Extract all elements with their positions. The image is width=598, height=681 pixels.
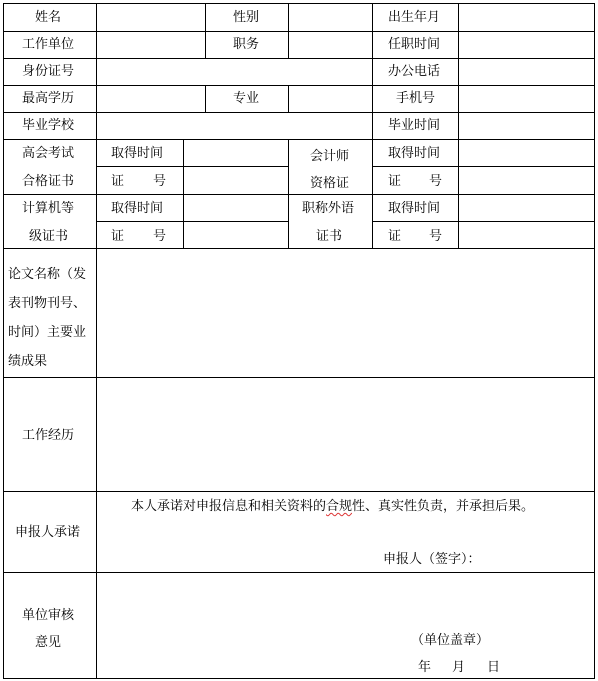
accountant-cert-time-label: 取得时间 xyxy=(388,146,441,161)
work-experience-field[interactable] xyxy=(97,378,594,491)
foreign-lang-cert-number-field[interactable] xyxy=(459,222,594,248)
date-day-label: 日 xyxy=(487,660,501,675)
senior-exam-time-field[interactable] xyxy=(184,140,288,166)
name-field[interactable] xyxy=(97,4,205,31)
graduate-time-label: 毕业时间 xyxy=(388,118,441,133)
pledge-text-marked: 合规 xyxy=(326,499,353,514)
birth-date-field[interactable] xyxy=(459,4,594,31)
applicant-signature-field[interactable] xyxy=(490,545,590,569)
review-label-line2: 意见 xyxy=(35,635,62,650)
foreign-lang-cert-number-label-b: 号 xyxy=(429,229,443,244)
graduate-time-field[interactable] xyxy=(459,113,594,139)
accountant-cert-time-field[interactable] xyxy=(459,140,594,166)
review-opinion-field[interactable] xyxy=(97,573,594,678)
education-field[interactable] xyxy=(97,86,205,112)
applicant-signature-label: 申报人（签字）： xyxy=(383,552,481,567)
senior-exam-label-line1: 高会考试 xyxy=(22,146,75,161)
computer-cert-number-field[interactable] xyxy=(184,222,288,248)
computer-cert-time-field[interactable] xyxy=(184,195,288,221)
accountant-cert-label-line2: 资格证 xyxy=(310,176,350,191)
unit-seal-label: （单位盖章） xyxy=(411,633,490,648)
office-phone-label: 办公电话 xyxy=(388,64,441,79)
review-label-line1: 单位审核 xyxy=(22,608,75,623)
major-field[interactable] xyxy=(289,86,372,112)
computer-cert-time-label: 取得时间 xyxy=(111,201,164,216)
name-label: 姓名 xyxy=(35,10,62,25)
mobile-label: 手机号 xyxy=(396,91,436,106)
foreign-lang-cert-number-label-a: 证 xyxy=(388,229,402,244)
major-label: 专业 xyxy=(233,91,260,106)
senior-exam-time-label: 取得时间 xyxy=(111,146,164,161)
accountant-cert-number-label-a: 证 xyxy=(388,174,402,189)
papers-label: 论文名称（发表刊物刊号、时间）主要业绩成果 xyxy=(8,267,87,369)
foreign-lang-cert-label-line2: 证书 xyxy=(316,229,343,244)
computer-cert-number-label-a: 证 xyxy=(111,229,125,244)
foreign-lang-cert-time-label: 取得时间 xyxy=(388,201,441,216)
education-label: 最高学历 xyxy=(22,91,75,106)
school-label: 毕业学校 xyxy=(22,118,75,133)
date-year-label: 年 xyxy=(418,660,432,675)
appointed-time-label: 任职时间 xyxy=(388,37,441,52)
gender-field[interactable] xyxy=(289,4,372,31)
school-field[interactable] xyxy=(97,113,372,139)
office-phone-field[interactable] xyxy=(459,59,594,85)
senior-exam-number-field[interactable] xyxy=(184,167,288,194)
computer-cert-number-label-b: 号 xyxy=(153,229,167,244)
pledge-label: 申报人承诺 xyxy=(15,525,81,540)
senior-exam-number-label-a: 证 xyxy=(111,174,125,189)
foreign-lang-cert-label-line1: 职称外语 xyxy=(302,201,355,216)
birth-date-label: 出生年月 xyxy=(388,10,441,25)
gender-label: 性别 xyxy=(233,10,260,25)
papers-field[interactable] xyxy=(97,249,594,377)
accountant-cert-label-line1: 会计师 xyxy=(310,149,350,164)
date-month-label: 月 xyxy=(452,660,466,675)
post-field[interactable] xyxy=(289,32,372,58)
id-number-field[interactable] xyxy=(97,59,372,85)
employer-field[interactable] xyxy=(97,32,205,58)
computer-cert-label-line2: 级证书 xyxy=(29,229,69,244)
id-number-label: 身份证号 xyxy=(22,64,75,79)
computer-cert-label-line1: 计算机等 xyxy=(22,201,75,216)
post-label: 职务 xyxy=(233,37,260,52)
pledge-text xyxy=(131,499,534,514)
mobile-field[interactable] xyxy=(459,86,594,112)
work-experience-label: 工作经历 xyxy=(22,428,75,443)
foreign-lang-cert-time-field[interactable] xyxy=(459,195,594,221)
senior-exam-number-label-b: 号 xyxy=(153,174,167,189)
pledge-text-start: 本人承诺对申报信息和相关资料的 xyxy=(131,499,327,514)
accountant-cert-number-label-b: 号 xyxy=(429,174,443,189)
senior-exam-label-line2: 合格证书 xyxy=(22,174,75,189)
accountant-cert-number-field[interactable] xyxy=(459,167,594,194)
pledge-text-end: 性、真实性负责，并承担后果。 xyxy=(352,499,535,514)
employer-label: 工作单位 xyxy=(22,37,75,52)
appointed-time-field[interactable] xyxy=(459,32,594,58)
